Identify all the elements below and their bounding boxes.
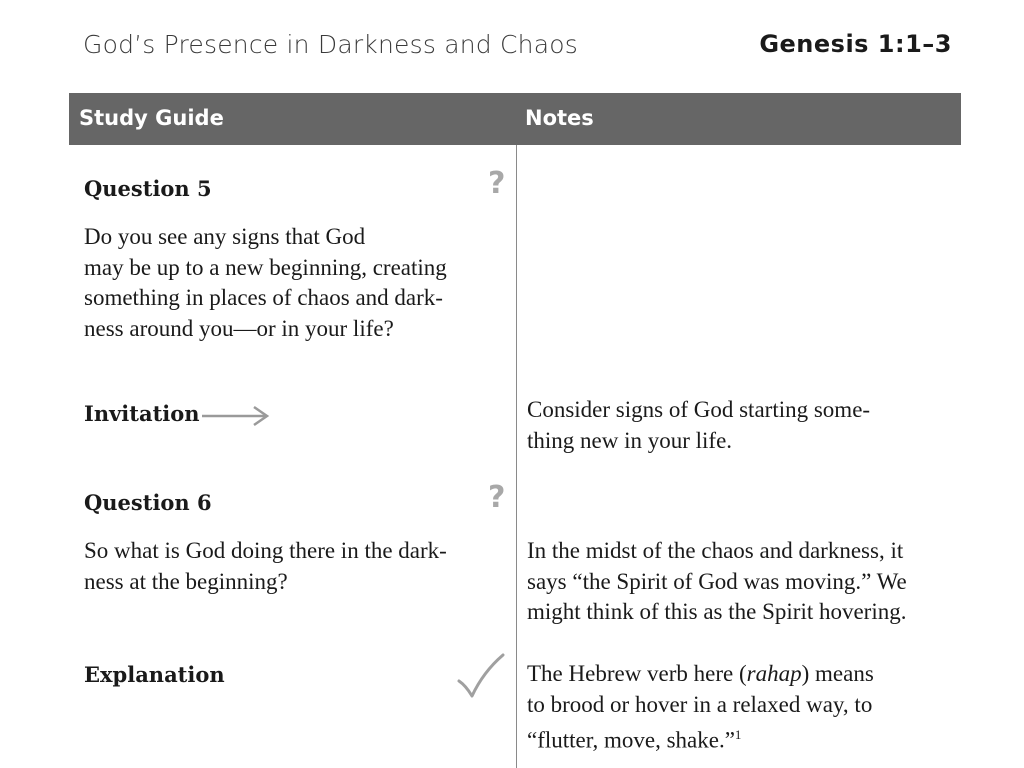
text-fragment: The Hebrew verb here ( — [527, 661, 747, 686]
question-5-text — [84, 222, 514, 344]
study-guide-column-label: Study Guide — [79, 106, 224, 130]
question-6-text — [84, 536, 514, 597]
invitation-note — [527, 395, 967, 456]
text-line: Consider signs of God starting some- — [527, 397, 871, 422]
text-line: ness around you—or in your life? — [84, 315, 394, 341]
explanation-note — [527, 659, 967, 756]
explanation-heading: Explanation — [84, 662, 225, 687]
text-line: may be up to a new beginning, creating — [84, 254, 447, 280]
text-line: thing new in your life. — [527, 427, 733, 453]
column-divider — [516, 145, 517, 768]
footnote-marker[interactable]: 1 — [734, 727, 742, 742]
text-line: something in places of chaos and dark- — [84, 285, 443, 310]
arrow-right-icon — [202, 404, 270, 428]
text-line: So what is God doing there in the dark- — [84, 538, 447, 563]
text-line: might think of this as the Spirit hovering. — [527, 599, 907, 624]
text-line: says “the Spirit of God was moving.” We — [527, 568, 907, 594]
text-line: ness at the beginning? — [84, 568, 288, 594]
text-line: Do you see any signs that God — [84, 224, 366, 249]
checkmark-icon — [457, 653, 505, 699]
hebrew-term: rahap — [746, 661, 802, 686]
notes-column-label: Notes — [525, 106, 594, 130]
question-5-heading: Question 5 — [84, 176, 212, 201]
question-mark-icon: ? — [488, 166, 506, 201]
question-6-heading: Question 6 — [84, 490, 212, 515]
invitation-heading: Invitation — [84, 401, 200, 426]
text-fragment: ) means — [801, 661, 874, 686]
scripture-reference: Genesis 1:1–3 — [759, 30, 952, 58]
text-line — [527, 659, 967, 690]
text-line — [527, 720, 967, 756]
text-line: In the midst of the chaos and darkness, it — [527, 538, 904, 563]
header-title: God’s Presence in Darkness and Chaos — [83, 30, 578, 59]
question-mark-icon: ? — [488, 480, 506, 515]
text-fragment: “flutter, move, shake.” — [527, 727, 735, 753]
question-6-note — [527, 536, 967, 628]
text-line: to brood or hover in a relaxed way, to — [527, 691, 873, 717]
column-header-bar — [69, 93, 961, 145]
